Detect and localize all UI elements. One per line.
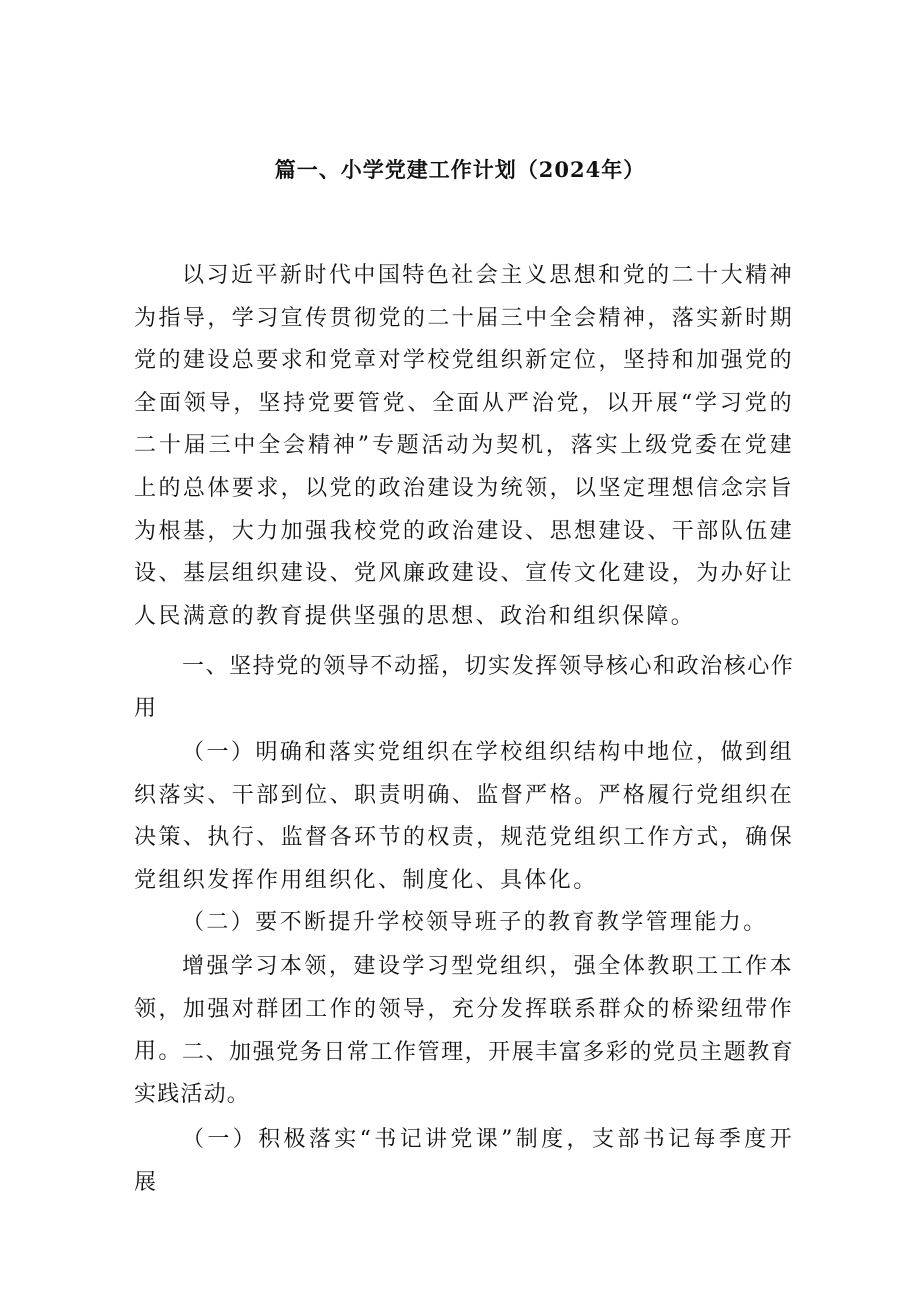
intro-paragraph: 以习近平新时代中国特色社会主义思想和党的二十大精神为指导，学习宣传贯彻党的二十届三中全会精神，落实新时期党的建设总要求和党章对学校党组织新定位，坚持和加强党的全面领导，坚持党要管党、全面从严治党，以开展“学习党的二十届三中全会精神”专题活动为契机，落实上级党委在党建上的总体要求，以党的政治建设为统领，以坚定理想信念宗旨为根基，大力加强我校党的政治建设、思想建设、干部队伍建设、基层组织建设、党风廉政建设、宣传文化建设，为办好让人民满意的教育提供坚强的思想、政治和组织保障。 xyxy=(134,263,794,629)
section-1-paragraph-1: （一）明确和落实党组织在学校组织结构中地位，做到组织落实、干部到位、职责明确、监督严格。严格履行党组织在决策、执行、监督各环节的权责，规范党组织工作方式，确保党组织发挥作用组织化、制度化、具体化。 xyxy=(134,740,794,893)
section-heading-2: 二、加强党务日常工作管理，开展丰富多彩的党员主题教育实践活动。 xyxy=(134,1040,794,1107)
document-title: 篇一、小学党建工作计划（2024年） xyxy=(274,157,646,182)
section-1-paragraph-2: （二）要不断提升学校领导班子的教育教学管理能力。 xyxy=(182,910,768,935)
section-heading-1: 一、坚持党的领导不动摇，切实发挥领导核心和政治核心作用 xyxy=(134,654,794,721)
section-2-paragraph-1: （一）积极落实“书记讲党课”制度，支部书记每季度开展 xyxy=(134,1127,794,1195)
section-1-paragraph-3: 增强学习本领，建设学习型党组织，强全体教职工工作本领，加强对群团工作的领导，充分发挥联系群众的桥梁纽带作用。 xyxy=(134,954,794,1065)
